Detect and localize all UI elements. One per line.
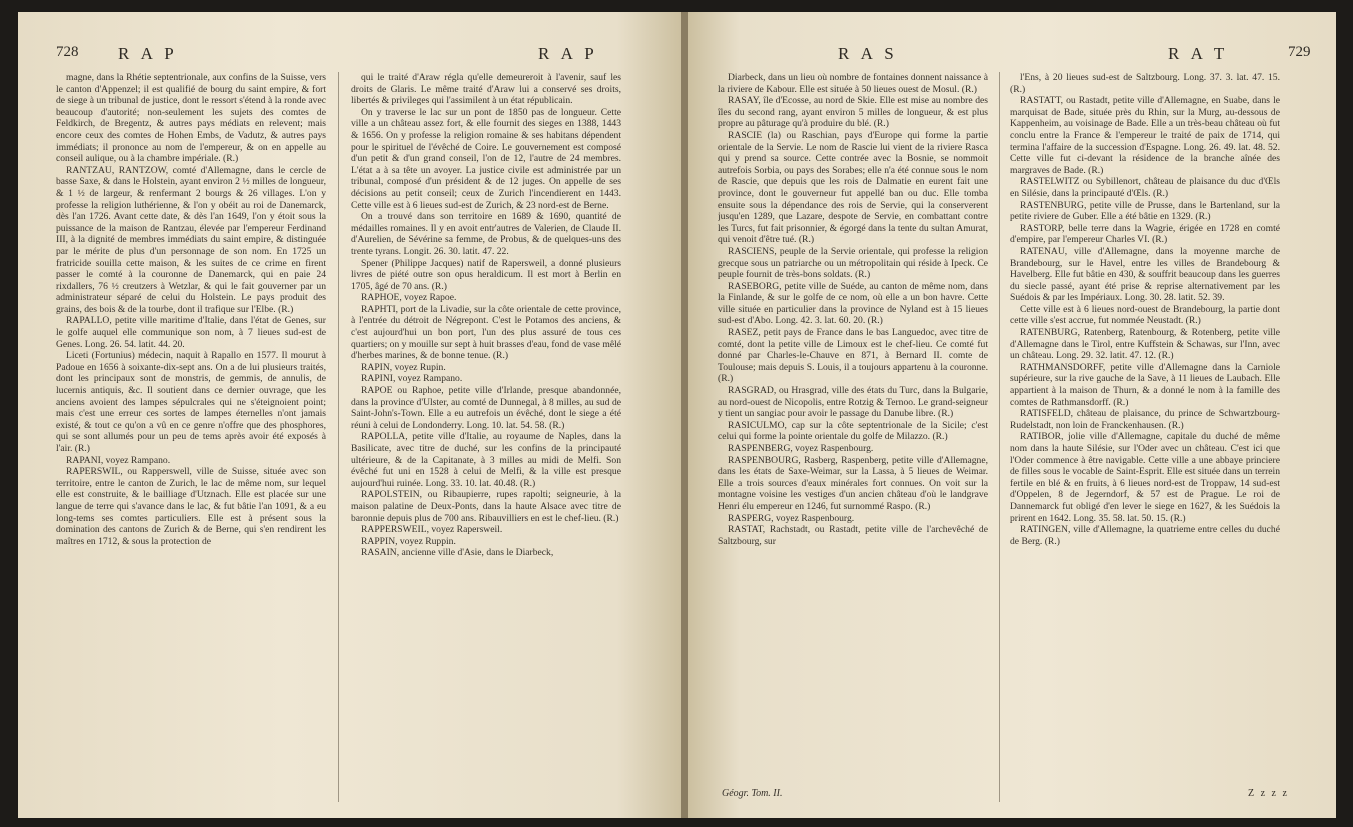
entry-paragraph: RASTORP, belle terre dans la Wagrie, érigée en 1728 en comté d'empire, par l'empereur Charles VI. (R.): [1010, 222, 1280, 246]
entry-paragraph: RASGRAD, ou Hrasgrad, ville des états du Turc, dans la Bulgarie, au nord-ouest de Nicopolis, entre Rotzig & Ternoo. Le grand-seigneur y tient un sangiac pour avoir le passage du Danube libre. (R.): [718, 385, 988, 420]
entry-paragraph: RAPHTI, port de la Livadie, sur la côte orientale de cette province, à l'entrée du détroit de Négrepont. C'est le Potamos des anciens, & c'est aujourd'hui un bon port, l'un des plus assuré de tous ces quartiers; on y mouille sur sept à huit brasses d'eau, fond de vase mêlé d'herbes marines, & de bonne tenue. (R.): [351, 303, 621, 362]
entry-paragraph: RAPIN, voyez Rupin.: [361, 361, 446, 373]
running-head-left-a: R A P: [118, 44, 178, 63]
entry-paragraph: l'Ens, à 20 lieues sud-est de Saltzbourg. Long. 37. 3. lat. 47. 15. (R.): [1010, 72, 1280, 95]
entry-paragraph: RATHMANSDORFF, petite ville d'Allemagne dans la Carniole supérieure, sur la rive gauche de la Save, à 11 lieues de Laubach. Elle appartient à la maison de Thurn, & a donné le nom à la famille des comtes de Rathmansdorff. (R.): [1010, 361, 1280, 408]
entry-paragraph: RAPOE ou Raphoe, petite ville d'Irlande, presque abandonnée, dans la province d'Ulster, au comté de Dunnegal, à 8 milles, au sud de Saint-John's-Town. Elle a eu autrefois un évêché, dont le siege a été réuni à celui de Londonderry. Long. 10. lat. 54. 58. (R.): [351, 385, 621, 431]
signature-mark: Géogr. Tom. II.: [722, 788, 783, 799]
entry-paragraph: RAPANI, voyez Rampano.: [66, 454, 171, 466]
entry-paragraph: Spener (Philippe Jacques) natif de Rapersweil, a donné plusieurs livres de piété outre son opus heraldicum. Il est mort à Berlin en 1705, âgé de 70 ans. (R.): [351, 257, 621, 292]
entry-paragraph: RASPENBOURG, Rasberg, Raspenberg, petite ville d'Allemagne, dans les états de Saxe-Weimar, sur la Lassa, à 5 lieues de Weimar. Elle a trois sources d'eaux minérales fort connues. On voit sur la montagne voisine les vestiges d'un ancien château d'où le landgrave Henri élu empereur en 1246, fut surnommé Raspo. (R.): [718, 454, 988, 512]
entry-paragraph: RASCIE (la) ou Raschian, pays d'Europe qui forme la partie orientale de la Servie. Le nom de Rascie lui vient de la riviere Rasca qui y prend sa source. Cette contrée avec la Bosnie, se nommoit autrefois Sorbia, ou pays des Sorabes; elle n'a été connue sous le nom de Rascie, que depuis que les rois de Dalmatie en eurent fait une province, dont le gouverneur fut appellé ban ou duc. Elle tomba ensuite sous la dépendance des rois de Servie, qui la conserverent jusqu'en 1289, que Lazare, despote de Servie, en combattant contre les Turcs, fut fait prisonnier, & égorgé dans la tente du sultan Amurat, qui venoit d'être tué. (R.): [718, 129, 988, 246]
page-number-left: 728: [56, 44, 79, 60]
entry-paragraph: RATIBOR, jolie ville d'Allemagne, capitale du duché de même nom dans la haute Silésie, sur l'Oder avec un château. C'est ici que l'Oder commence à être navigable. Cette ville a une abbaye princiere de filles sous le vocable de Saint-Esprit. Elle est située dans un terrein fertile en blé & en fruits, à 6 lieues nord-est de Troppaw, 14 sud-est d'Oppelen, 8 de Jegerndorf, & 57 est de Prague. Le roi de Dannemarck fut obligé d'en lever le siege en 1627, & les Suédois la prirent en 1642. Long. 35. 58. lat. 50. 15. (R.): [1010, 431, 1280, 524]
right-column-1: [718, 72, 988, 782]
left-column-1: [56, 72, 326, 812]
entry-paragraph: RASAIN, ancienne ville d'Asie, dans le Diarbeck,: [361, 547, 554, 559]
entry-paragraph: RASTENBURG, petite ville de Prusse, dans le Bartenland, sur la petite riviere de Guber. Elle a été bâtie en 1329. (R.): [1010, 199, 1280, 223]
entry-paragraph: RASEZ, petit pays de France dans le bas Languedoc, avec titre de comté, dont la petite ville de Limoux est le chef-lieu. Ce comté fut donné par Charles-le-Chauve en 871, à Bernard II. comte de Toulouse; mais depuis S. Louis, il a toujours appartenu à la couronne. (R.): [718, 327, 988, 385]
entry-paragraph: RATINGEN, ville d'Allemagne, la quatrieme entre celles du duché de Berg. (R.): [1010, 524, 1280, 547]
entry-paragraph: RANTZAU, RANTZOW, comté d'Allemagne, dans le cercle de basse Saxe, & dans le Holstein, ayant environ 2 ½ milles de longueur, & 1 ½ de largeur, & renfermant 2 bourgs & 26 villages. L'on y professe la religion luthérienne, & l'on y obéit au roi de Danemarck, dès l'an 1726. Avant cette date, & dès l'an 1649, l'on y étoit sous la puissance de la maison de Rantzau, élevée par l'empereur Ferdinand III, à la dignité de membres immédiats du saint empire, & distinguée par le mérite de plus d'un personnage de son nom. En 1725 un fratricide souilla cette maison, & les suites de ce crime en firent passer le comté à la couronne de Danemarck, qui en paie 24 rixdallers, 76 ½ creutzers à Wetzlar, & qui le fait gouverner par un administrateur séparé de celui du Holstein. Le pays produit des grains, des bois & de la tourbe, dont il trafique sur l'Elbe. (R.): [56, 164, 326, 315]
column-rule: [338, 72, 339, 802]
entry-paragraph: RASTAT, Rachstadt, ou Rastadt, petite ville de l'archevêché de Saltzbourg, sur: [718, 524, 988, 547]
entry-paragraph: RATENAU, ville d'Allemagne, dans la moyenne marche de Brandebourg, sur le Havel, entre les villes de Brandebourg & Havelberg. Elle fut bâtie en 430, & souffrit beaucoup dans les guerres du siecle passé, ayant été prise & reprise alternativement par les Suédois & par les Impériaux. Long. 30. 28. latit. 52. 39.: [1010, 245, 1280, 304]
entry-paragraph: RAPINI, voyez Rampano.: [361, 373, 463, 385]
entry-paragraph: On y traverse le lac sur un pont de 1850 pas de longueur. Cette ville a un château assez fort, & elle fournit des sieges en 1388, 1443 & 1656. On y professe la religion romaine & ses habitans dépendent pour le spirituel de l'évêché de Coire. Le gouvernement est composé d'un petit & d'un grand conseil, l'on de 12, l'autre de 24 membres. L'état a à sa tête un avoyer. La justice civile est administrée par un tribunal, composé d'un président & de 12 juges. On appelle de ses décisions au petit conseil; ceux de Zurich l'incendierent en 1443. Cette ville est à 6 lieues sud-est de Zurich, & 23 nord-est de Berne.: [351, 106, 621, 211]
entry-paragraph: Liceti (Fortunius) médecin, naquit à Rapallo en 1577. Il mourut à Padoue en 1656 à soixante-dix-sept ans. On a de lui plusieurs traités, dont les principaux sont de monstris, de gemmis, de annulis, de lucernis antiquis, &c. Il soutient dans ce dernier ouvrage, que les anciens avoient des lampes sépulcrales qui ne s'éteignoient point; mais c'est une erreur ces sortes de lampes éternelles n'ont jamais existé, & tout ce qu'on a vû en ce genre n'offre que des phosphores, qui se sont allumés pour un peu de tems après avoir été exposés à l'air. (R.): [56, 350, 326, 454]
entry-paragraph: RASTELWITZ ou Sybillenort, château de plaisance du duc d'Œls en Silésie, dans la principauté d'Œls. (R.): [1010, 176, 1280, 199]
catchword: Z z z z: [1248, 788, 1289, 799]
entry-paragraph: On a trouvé dans son territoire en 1689 & 1690, quantité de médailles romaines. Il y en avoit entr'autres de Valerien, de Claude II. d'Aurelien, de Sévérine sa femme, de Probus, & de quelques-uns des trente tyrans. Longit. 26. 30. latit. 47. 22.: [351, 211, 621, 257]
entry-paragraph: RAPPERSWEIL, voyez Rapersweil.: [361, 524, 503, 536]
entry-paragraph: RATENBURG, Ratenberg, Ratenbourg, & Rotenberg, petite ville d'Allemagne dans le Tirol, entre Kuffstein & Schawas, sur l'Inn, avec un château. Long. 29. 32. latit. 47. 12. (R.): [1010, 327, 1280, 362]
entry-paragraph: Diarbeck, dans un lieu où nombre de fontaines donnent naissance à la riviere de Kabour. Elle est située à 50 lieues ouest de Mosul. (R.): [718, 72, 988, 95]
entry-paragraph: RAPHOE, voyez Rapoe.: [361, 292, 457, 304]
entry-paragraph: RASICULMO, cap sur la côte septentrionale de la Sicile; c'est celui qui forme la pointe orientale du golfe de Milazzo. (R.): [718, 419, 988, 443]
entry-paragraph: RAPOLLA, petite ville d'Italie, au royaume de Naples, dans la Basilicate, avec titre de duché, sur les confins de la principauté ultérieure, & de la Capitanate, à 3 milles au midi de Melfi. Son évêché fut uni en 1528 à celui de Melfi, & la ville est presque aujourd'hui ruinée. Long. 33. 10. lat. 40.48. (R.): [351, 431, 621, 489]
entry-paragraph: RAPALLO, petite ville maritime d'Italie, dans l'état de Genes, sur le golfe auquel elle communique son nom, à 7 lieues sud-est de Genes. Long. 26. 54. latit. 44. 20.: [56, 315, 326, 350]
entry-paragraph: RASPERG, voyez Raspenbourg.: [728, 512, 855, 524]
page-number-right: 729: [1288, 44, 1311, 60]
book-spread: [18, 12, 1336, 818]
entry-paragraph: magne, dans la Rhétie septentrionale, aux confins de la Suisse, vers le canton d'Appenzel; il est qualifié de bourg du saint empire, & fort de siege à un tribunal de justice, dont le ressort s'étend à la ronde avec beaucoup d'autorité; non-seulement les sujets des comtes de Feldkirch, de Bregentz, & autres pays médiats en relevent; mais encore ceux des comtes de Hohen Embs, de Vadutz, & autres pays immédiats; il prononce au nom de l'empereur, & on en appelle au conseil aulique, ou à la chambre impériale. (R.): [56, 72, 326, 165]
right-column-2: [1010, 72, 1280, 782]
entry-paragraph: RASTATT, ou Rastadt, petite ville d'Allemagne, en Suabe, dans le marquisat de Bade, située près du Rhin, sur la Murg, au-dessous de Kappenheim, au voisinage de Bade. Elle a un très-beau château où fut conclu entre la France & l'empereur le traité de paix de 1714, qui termina l'affaire de la succession d'Espagne. Long. 26. 49. lat. 48. 52. Cette ville fut ci-devant la résidence de la branche aînée des margraves de Bade. (R.): [1010, 95, 1280, 176]
entry-paragraph: RASPENBERG, voyez Raspenbourg.: [728, 443, 874, 454]
entry-paragraph: RASAY, île d'Ecosse, au nord de Skie. Elle est mise au nombre des îles du second rang, ayant environ 5 milles de longueur, & est plus propre au pâturage qu'à produire du blé. (R.): [718, 95, 988, 130]
entry-paragraph: Cette ville est à 6 lieues nord-ouest de Brandebourg, la partie dont cette ville s'est accrue, fut nommée Neustadt. (R.): [1010, 303, 1280, 327]
running-head-right-b: R A T: [1168, 44, 1229, 63]
left-page: [18, 12, 683, 818]
entry-paragraph: RAPPIN, voyez Ruppin.: [361, 535, 456, 547]
entry-paragraph: qui le traité d'Araw régla qu'elle demeureroit à l'avenir, sauf les droits de Glaris. Le même traité d'Araw lui a conservé ses droits, libertés & privileges qui l'assimilent à un état républicain.: [351, 72, 621, 107]
entry-paragraph: RASCIENS, peuple de la Servie orientale, qui professe la religion grecque sous un patriarche ou un métropolitain qui réside à Ipeck. Ce peuple fournit de très-bons soldats. (R.): [718, 245, 988, 281]
running-head-left-b: R A P: [538, 44, 598, 63]
right-page: [688, 12, 1336, 818]
entry-paragraph: RASEBORG, petite ville de Suéde, au canton de même nom, dans la Finlande, & sur le golfe de ce nom, où elle a un bon havre. Cette ville située en particulier dans la province de Nyland est à 15 lieues sud-est d'Abo. Long. 42. 3. lat. 60. 20. (R.): [718, 280, 988, 327]
running-head-right-a: R A S: [838, 44, 898, 63]
entry-paragraph: RAPOLSTEIN, ou Ribaupierre, rupes rapolti; seigneurie, à la maison palatine de Deux-Ponts, dans la haute Alsace avec titre de baronnie depuis plus de 700 ans. Ribauvilliers en est le chef-lieu. (R.): [351, 489, 621, 524]
left-column-2: [351, 72, 621, 812]
entry-paragraph: RAPERSWIL, ou Rapperswell, ville de Suisse, située avec son territoire, entre le canton de Zurich, le lac de même nom, sur lequel elle est construite, & le bailliage d'Utznach. Elle est placée sur une langue de terre qui s'avance dans le lac, & fut bâtie l'an 1091, & a eu long-tems ses comtes particuliers. Elle est à présent sous la domination des cantons de Zurich & de Berne, qui s'en rendirent les maîtres en 1712, & sous la protection de: [56, 466, 326, 547]
entry-paragraph: RATISFELD, château de plaisance, du prince de Schwartzbourg-Rudelstadt, non loin de Franckenhausen. (R.): [1010, 408, 1280, 431]
column-rule: [999, 72, 1000, 802]
